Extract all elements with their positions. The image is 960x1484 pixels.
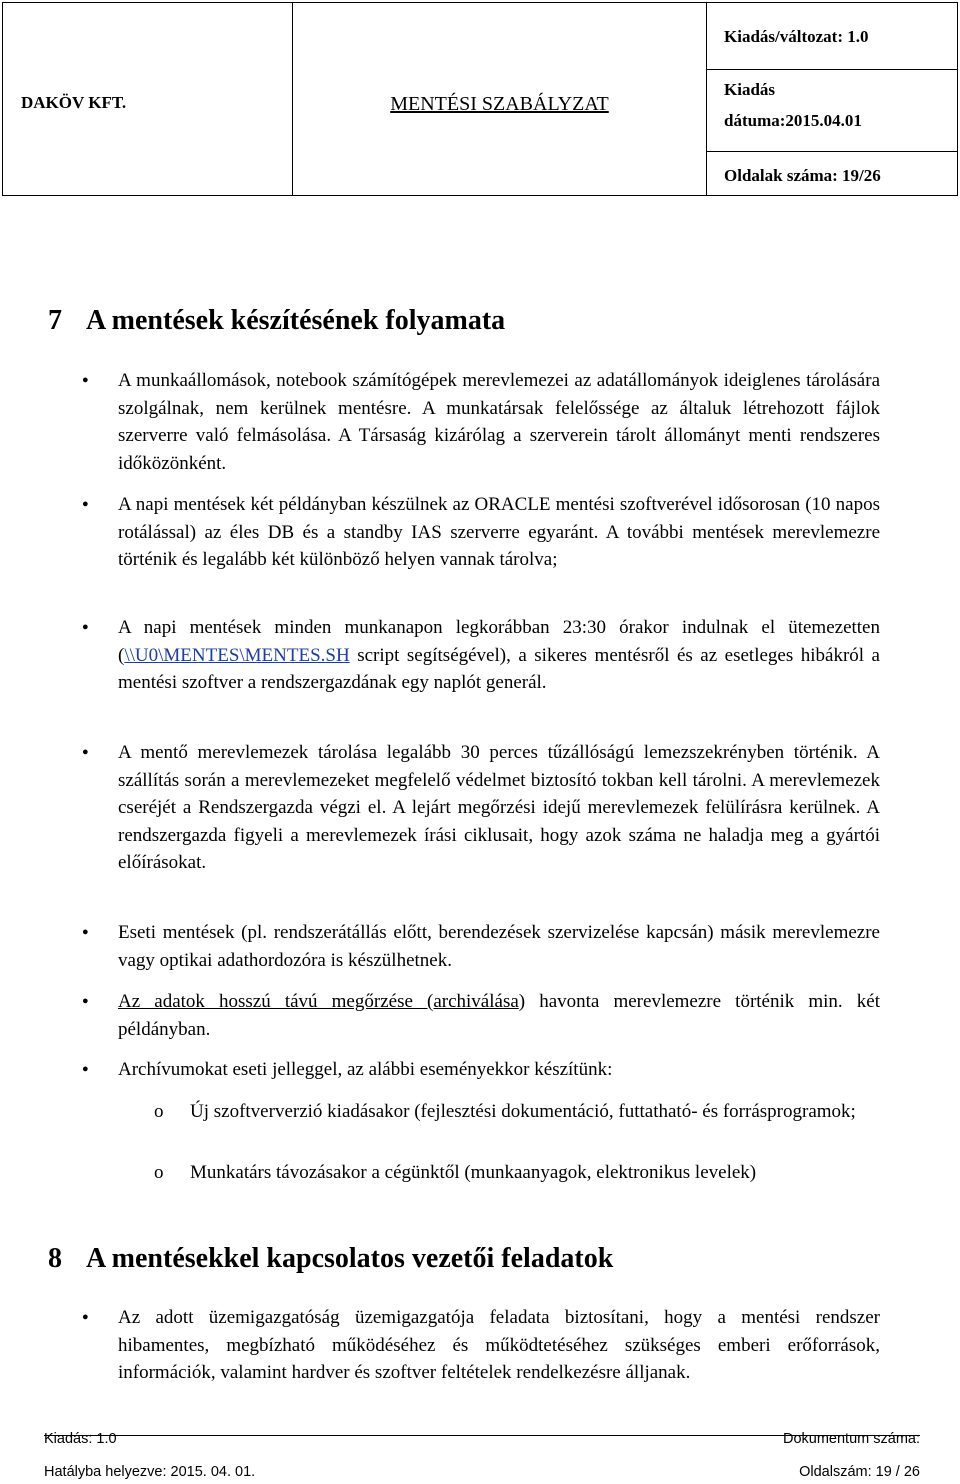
script-path-link[interactable]: \\U0\MENTES\MENTES.SH: [124, 644, 350, 666]
bullet-icon: ●: [82, 1311, 89, 1323]
list-item: Az adott üzemigazgatóság üzemigazgatója feladata biztosítani, hogy a mentési rendszer hibamentes, megbízható működéséhez és működtetéséhez szükséges emberi erőforrások, információk, valamint hardver és szoftver feltételek rendelkezésre álljanak.: [118, 1307, 880, 1383]
page-count: Oldalak száma: 19/26: [724, 166, 881, 185]
document-header-table: [2, 2, 958, 196]
header-company-cell: [3, 3, 293, 195]
company-name: DAKÖV KFT.: [21, 93, 127, 112]
issue-date: dátuma:2015.04.01: [724, 111, 862, 130]
bullet-icon: ●: [82, 926, 89, 938]
circle-bullet-icon: o: [154, 1101, 164, 1122]
footer-page-number: Oldalszám: 19 / 26: [799, 1464, 920, 1480]
archiving-underlined-text: Az adatok hosszú távú megőrzése (archiválása: [118, 991, 519, 1012]
list-item: Archívumokat eseti jelleggel, az alábbi eseményekkor készítünk:: [118, 1059, 613, 1080]
section-8-heading: [48, 1243, 613, 1275]
list-item-text: script segítségével), a sikeres mentésről és az esetleges hibákról a mentési szoftver a rendszergazdának egy naplót generál.: [118, 644, 880, 693]
list-item-text: A napi mentések minden munkanapon legkorábban 23:30 órakor indulnak el ütemezetten (: [118, 617, 880, 666]
bullet-icon: ●: [82, 498, 89, 510]
section-7-number: 7: [48, 305, 62, 336]
document-title: MENTÉSI SZABÁLYZAT: [390, 93, 609, 115]
header-title-cell: [293, 3, 707, 195]
footer-issue: Kiadás: 1.0: [44, 1431, 117, 1447]
list-item: [118, 988, 880, 1043]
sub-list-item: Munkatárs távozásakor a cégünktől (munkaanyagok, elektronikus levelek): [190, 1162, 757, 1183]
list-item: [118, 614, 880, 697]
section-8-title: A mentésekkel kapcsolatos vezetői feladatok: [86, 1243, 614, 1274]
bullet-icon: ●: [82, 746, 89, 758]
section-8-number: 8: [48, 1243, 62, 1274]
circle-bullet-icon: o: [154, 1162, 164, 1183]
sub-list-item: Új szoftververzió kiadásakor (fejlesztési dokumentáció, futtatható- és forrásprogramok;: [190, 1101, 856, 1122]
footer-doc-number-label: Dokumentum száma:: [783, 1431, 920, 1447]
list-item: A napi mentések két példányban készülnek az ORACLE mentési szoftverével idősorosan (10 napos rotálással) az éles DB és a standby IAS szerverre egyaránt. A további mentések merevlemezre történik és legalább két különböző helyen vannak tárolva;: [118, 494, 880, 570]
section-7-title: A mentések készítésének folyamata: [86, 305, 506, 336]
version-label: Kiadás/változat: 1.0: [724, 27, 869, 46]
bullet-icon: ●: [82, 995, 89, 1007]
footer-effective-date: Hatályba helyezve: 2015. 04. 01.: [44, 1464, 256, 1480]
bullet-icon: ●: [82, 621, 89, 633]
list-item: Eseti mentések (pl. rendszerátállás előtt, berendezések szervizelése kapcsán) másik merevlemezre vagy optikai adathordozóra is készülhetnek.: [118, 922, 880, 971]
bullet-icon: ●: [82, 1063, 89, 1075]
issue-label: Kiadás: [724, 80, 776, 99]
list-item-text: ) havonta merevlemezre történik min. két példányban.: [118, 991, 880, 1040]
list-item: A munkaállomások, notebook számítógépek merevlemezei az adatállományok ideiglenes tárolására szolgálnak, nem kerülnek mentésre. A munkatársak felelőssége az általuk létrehozott fájlok szerverre való felmásolása. A Társaság kizárólag a szerverein tárolt állományt menti rendszeres időközönként.: [118, 370, 880, 474]
header-meta-cell: [707, 3, 957, 195]
bullet-icon: ●: [82, 374, 89, 386]
list-item: A mentő merevlemezek tárolása legalább 30 perces tűzállóságú lemezszekrényben történik. A szállítás során a merevlemezeket megfelelő védelmet biztosító tokban kell tárolni. A merevlemezek cseréjét a Rendszergazda végzi el. A lejárt megőrzési idejű merevlemezek felülírásra kerülnek. A rendszergazda figyeli a merevlemezek írási ciklusait, hogy azok száma ne haladja meg a gyártói előírásokat.: [118, 742, 880, 873]
section-7-heading: [48, 305, 505, 337]
